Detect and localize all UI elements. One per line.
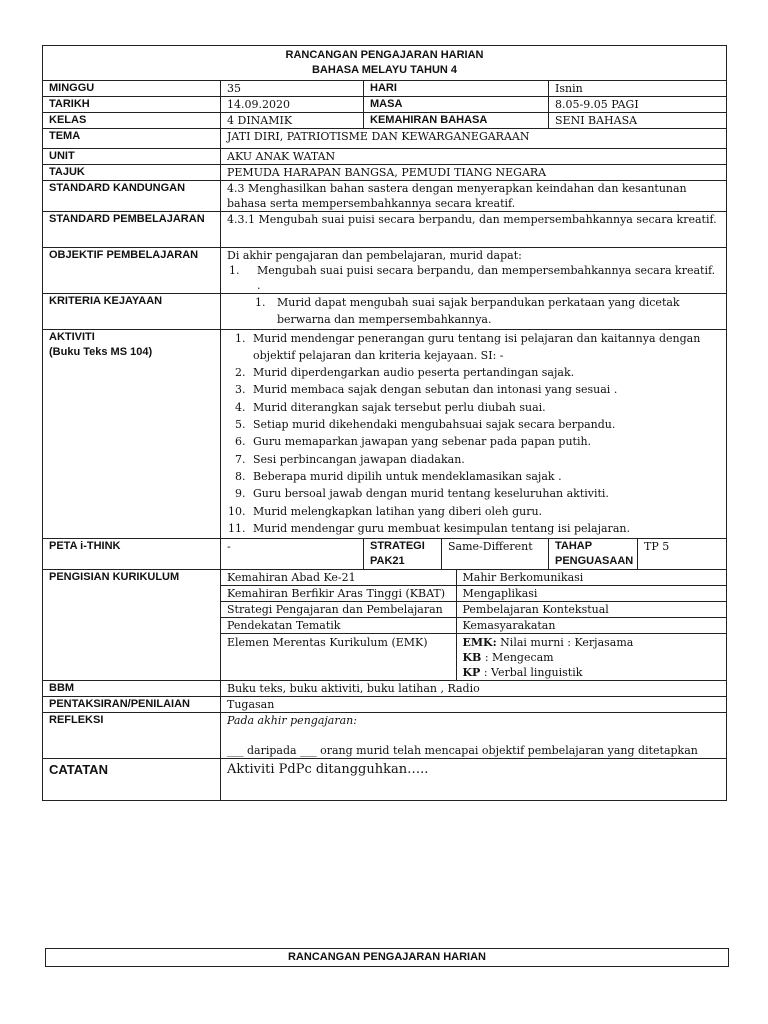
next-page-header: RANCANGAN PENGAJARAN HARIAN [45,948,729,967]
standard-pembelajaran-value: 4.3.1 Mengubah suai puisi secara berpandu, dan mempersembahkannya secara kreatif. [221,212,727,248]
aktiviti-item: 10. Murid melengkapkan latihan yang diberi oleh guru. [249,503,720,520]
refleksi-intro: Pada akhir pengajaran: [227,714,357,728]
lesson-plan-document [42,45,726,801]
peta-ithink-value: - [221,539,364,570]
peta-ithink-label: PETA i-THINK [43,539,221,570]
objektif-intro: Di akhir pengajaran dan pembelajaran, murid dapat: [227,249,522,262]
kelas-value: 4 DINAMIK [221,113,364,129]
refleksi-label: REFLEKSI [43,713,221,759]
pentaksiran-label: PENTAKSIRAN/PENILAIAN [43,697,221,713]
aktiviti-sublabel: (Buku Teks MS 104) [49,345,153,358]
kemahiran-bahasa-value: SENI BAHASA [549,113,727,129]
catatan-value: Aktiviti PdPc ditangguhkan….. [221,759,727,801]
tarikh-value: 14.09.2020 [221,97,364,113]
emk-cell [456,634,726,681]
aktiviti-item: 9. Guru bersoal jawab dengan murid tentang keseluruhan aktiviti. [249,485,720,502]
kurikulum-value: Mengaplikasi [456,586,726,602]
unit-label: UNIT [43,149,221,165]
hari-value: Isnin [549,81,727,97]
kb-key: KB [462,651,482,665]
hari-label: HARI [364,81,549,97]
objektif-list [227,263,720,293]
kurikulum-cell [221,570,727,681]
tajuk-label: TAJUK [43,165,221,181]
bbm-label: BBM [43,681,221,697]
kurikulum-key: Strategi Pengajaran dan Pembelajaran [221,602,456,618]
aktiviti-list [227,330,720,538]
kelas-label: KELAS [43,113,221,129]
aktiviti-item: 11. Murid mendengar guru membuat kesimpulan tentang isi pelajaran. [249,520,720,537]
standard-kandungan-value: 4.3 Menghasilkan bahan sastera dengan menyerapkan keindahan dan kesantunan bahasa serta mempersembahkannya secara kreatif. [221,181,727,212]
objektif-cell [221,248,727,294]
standard-kandungan-label: STANDARD KANDUNGAN [43,181,221,212]
document-title: RANCANGAN PENGAJARAN HARIAN [285,49,484,61]
aktiviti-item: 7. Sesi perbincangan jawapan diadakan. [249,451,720,468]
kp-key: KP [462,666,481,680]
kurikulum-value: Kemasyarakatan [456,618,726,634]
kb-value: : Mengecam [481,651,554,665]
masa-label: MASA [364,97,549,113]
pengisian-kurikulum-label: PENGISIAN KURIKULUM [43,570,221,681]
aktiviti-item: 4. Murid diterangkan sajak tersebut perlu diubah suai. [249,399,720,416]
aktiviti-cell [221,329,727,539]
tarikh-label: TARIKH [43,97,221,113]
tahap-penguasaan-value: TP 5 [638,539,727,570]
kurikulum-key: Kemahiran Abad Ke-21 [221,570,456,586]
kriteria-cell [221,294,727,330]
emk-value: Nilai murni : Kerjasama [496,636,634,650]
aktiviti-item: 8. Beberapa murid dipilih untuk mendeklamasikan sajak . [249,468,720,485]
masa-value: 8.05-9.05 PAGI [549,97,727,113]
kriteria-item: 1. Murid dapat mengubah suai sajak berpandukan perkataan yang dicetak berwarna dan mempersembahkannya. [269,294,720,329]
tajuk-value: PEMUDA HARAPAN BANGSA, PEMUDI TIANG NEGARA [221,165,727,181]
aktiviti-label: AKTIVITI [49,330,95,343]
tema-value: JATI DIRI, PATRIOTISME DAN KEWARGANEGARAAN [221,129,727,149]
unit-value: AKU ANAK WATAN [221,149,727,165]
minggu-label: MINGGU [43,81,221,97]
document-subtitle: BAHASA MELAYU TAHUN 4 [311,64,458,76]
strategi-pak21-label: STRATEGI PAK21 [364,539,442,570]
objektif-item: 1. Mengubah suai puisi secara berpandu, dan mempersembahkannya secara kreatif. . [243,263,720,293]
standard-pembelajaran-label: STANDARD PEMBELAJARAN [43,212,221,248]
emk-label: Elemen Merentas Kurikulum (EMK) [221,634,456,681]
kurikulum-value: Mahir Berkomunikasi [456,570,726,586]
refleksi-line: ___ daripada ___ orang murid telah mencapai objektif pembelajaran yang ditetapkan [227,744,698,758]
aktiviti-item: 1. Murid mendengar penerangan guru tentang isi pelajaran dan kaitannya dengan objektif pelajaran dan kriteria kejayaan. SI: - [249,330,720,365]
aktiviti-item: 5. Setiap murid dikehendaki mengubahsuai sajak secara berpandu. [249,416,720,433]
aktiviti-item: 2. Murid diperdengarkan audio peserta pertandingan sajak. [249,364,720,381]
kurikulum-key: Kemahiran Berfikir Aras Tinggi (KBAT) [221,586,456,602]
catatan-label: CATATAN [43,759,221,801]
tahap-penguasaan-label: TAHAP PENGUASAAN [549,539,638,570]
aktiviti-item: 3. Murid membaca sajak dengan sebutan dan intonasi yang sesuai . [249,381,720,398]
strategi-pak21-value: Same-Different [442,539,549,570]
kemahiran-bahasa-label: KEMAHIRAN BAHASA [364,113,549,129]
kriteria-list [227,294,720,329]
minggu-value: 35 [221,81,364,97]
pentaksiran-value: Tugasan [221,697,727,713]
tema-label: TEMA [43,129,221,149]
aktiviti-label-cell [43,329,221,539]
kriteria-label: KRITERIA KEJAYAAN [43,294,221,330]
document-header [43,46,727,81]
emk-key: EMK: [462,636,497,650]
refleksi-cell [221,713,727,759]
bbm-value: Buku teks, buku aktiviti, buku latihan , Radio [221,681,727,697]
lesson-plan-table [42,45,727,801]
kurikulum-key: Pendekatan Tematik [221,618,456,634]
kurikulum-value: Pembelajaran Kontekstual [456,602,726,618]
kurikulum-table [221,570,726,680]
objektif-label: OBJEKTIF PEMBELAJARAN [43,248,221,294]
aktiviti-item: 6. Guru memaparkan jawapan yang sebenar pada papan putih. [249,433,720,450]
kp-value: : Verbal linguistik [480,666,583,680]
